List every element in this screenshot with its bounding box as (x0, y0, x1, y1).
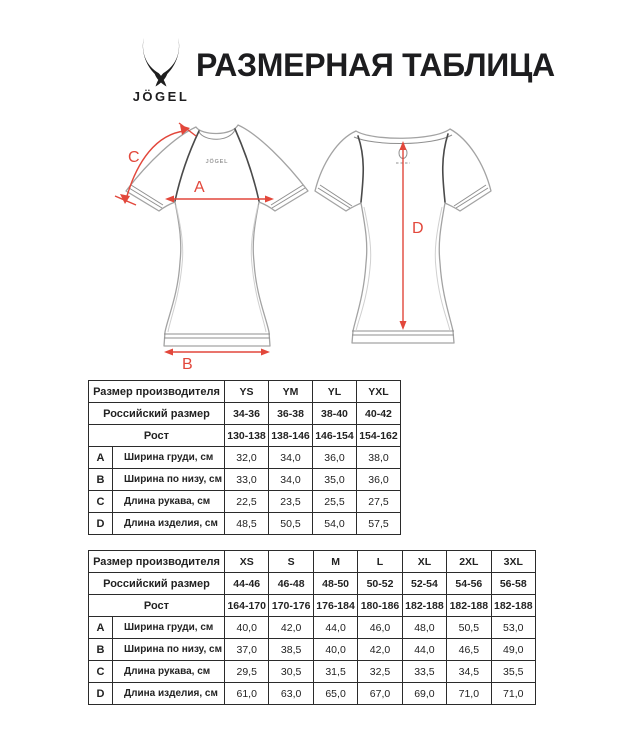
adult-size-table (88, 550, 536, 705)
measure-letter: D (89, 513, 113, 535)
header-row (89, 403, 401, 425)
measure-value: 34,5 (447, 661, 491, 683)
size-cell: 182-188 (447, 595, 491, 617)
size-cell: 36-38 (269, 403, 313, 425)
shirt-front-diagram (112, 112, 322, 374)
size-cell: 138-146 (269, 425, 313, 447)
brand-wordmark: JÖGEL (132, 89, 190, 104)
measure-value: 35,0 (312, 469, 356, 491)
measure-letter: C (89, 491, 113, 513)
size-cell: YM (269, 381, 313, 403)
row-label: Российский размер (89, 573, 225, 595)
adult-size-table-container (88, 550, 536, 705)
measure-label-b: B (182, 356, 193, 373)
measure-value: 31,5 (313, 661, 357, 683)
size-cell: 56-58 (491, 573, 535, 595)
measure-value: 44,0 (402, 639, 446, 661)
measure-letter: B (89, 639, 113, 661)
header-row (89, 595, 536, 617)
measure-value: 67,0 (358, 683, 402, 705)
size-cell: XL (402, 551, 446, 573)
measure-label-d: D (412, 220, 424, 237)
measure-label: Ширина по низу, см (113, 639, 225, 661)
measure-label: Ширина груди, см (113, 447, 225, 469)
measure-value: 33,0 (225, 469, 269, 491)
measure-label: Длина изделия, см (113, 513, 225, 535)
measure-value: 53,0 (491, 617, 535, 639)
measure-letter: A (89, 617, 113, 639)
measure-label: Длина рукава, см (113, 491, 225, 513)
shirt-front-outline (126, 125, 308, 346)
measure-value: 42,0 (358, 639, 402, 661)
size-cell: 170-176 (269, 595, 313, 617)
measure-label-c: C (128, 149, 140, 166)
size-cell: 52-54 (402, 573, 446, 595)
measure-value: 50,5 (447, 617, 491, 639)
measure-value: 35,5 (491, 661, 535, 683)
shirt-back-diagram (310, 115, 505, 355)
youth-size-table (88, 380, 401, 535)
size-cell: 154-162 (356, 425, 400, 447)
size-cell: 48-50 (313, 573, 357, 595)
measure-value: 27,5 (356, 491, 400, 513)
measure-label: Длина изделия, см (113, 683, 225, 705)
size-cell: 40-42 (356, 403, 400, 425)
measure-value: 65,0 (313, 683, 357, 705)
measure-value: 57,5 (356, 513, 400, 535)
size-cell: 44-46 (225, 573, 269, 595)
row-label: Размер производителя (89, 381, 225, 403)
measure-row (89, 639, 536, 661)
size-cell: 176-184 (313, 595, 357, 617)
measure-row (89, 469, 401, 491)
measure-value: 42,0 (269, 617, 313, 639)
measure-value: 46,0 (358, 617, 402, 639)
header-row (89, 425, 401, 447)
measure-letter: C (89, 661, 113, 683)
size-cell: M (313, 551, 357, 573)
measure-value: 49,0 (491, 639, 535, 661)
brand-logo (124, 38, 198, 104)
row-label: Рост (89, 595, 225, 617)
measure-row (89, 661, 536, 683)
size-cell: XS (225, 551, 269, 573)
measure-value: 23,5 (269, 491, 313, 513)
measure-letter: A (89, 447, 113, 469)
size-cell: YL (312, 381, 356, 403)
measure-value: 61,0 (225, 683, 269, 705)
measure-row (89, 683, 536, 705)
measure-letter: B (89, 469, 113, 491)
header-row (89, 551, 536, 573)
size-cell: 164-170 (225, 595, 269, 617)
measure-label: Длина рукава, см (113, 661, 225, 683)
size-cell: 38-40 (312, 403, 356, 425)
measure-value: 63,0 (269, 683, 313, 705)
size-cell: S (269, 551, 313, 573)
measure-value: 34,0 (269, 447, 313, 469)
measure-row (89, 617, 536, 639)
measure-letter: D (89, 683, 113, 705)
measure-value: 25,5 (312, 491, 356, 513)
measure-value: 38,5 (269, 639, 313, 661)
measure-value: 48,5 (225, 513, 269, 535)
measure-value: 22,5 (225, 491, 269, 513)
measure-value: 29,5 (225, 661, 269, 683)
measure-value: 36,0 (312, 447, 356, 469)
size-cell: 182-188 (402, 595, 446, 617)
measure-value: 50,5 (269, 513, 313, 535)
measure-value: 71,0 (491, 683, 535, 705)
measure-row (89, 447, 401, 469)
size-cell: 130-138 (225, 425, 269, 447)
youth-size-table-container (88, 380, 401, 535)
measure-value: 44,0 (313, 617, 357, 639)
size-cell: L (358, 551, 402, 573)
measure-value: 33,5 (402, 661, 446, 683)
size-cell: 2XL (447, 551, 491, 573)
measure-label-a: A (194, 179, 205, 196)
measure-row (89, 513, 401, 535)
header-row (89, 573, 536, 595)
measure-value: 40,0 (225, 617, 269, 639)
size-cell: 146-154 (312, 425, 356, 447)
measure-arrow-b (164, 349, 270, 374)
size-cell: 46-48 (269, 573, 313, 595)
size-cell: 182-188 (491, 595, 535, 617)
page-title: РАЗМЕРНАЯ ТАБЛИЦА (196, 47, 555, 83)
measure-value: 71,0 (447, 683, 491, 705)
measure-value: 37,0 (225, 639, 269, 661)
size-cell: YXL (356, 381, 400, 403)
measure-value: 34,0 (269, 469, 313, 491)
size-cell: 54-56 (447, 573, 491, 595)
measure-value: 38,0 (356, 447, 400, 469)
measure-value: 32,0 (225, 447, 269, 469)
size-cell: 180-186 (358, 595, 402, 617)
measure-value: 48,0 (402, 617, 446, 639)
size-cell: 34-36 (225, 403, 269, 425)
measure-value: 30,5 (269, 661, 313, 683)
measure-label: Ширина по низу, см (113, 469, 225, 491)
row-label: Рост (89, 425, 225, 447)
chest-logo-text: JÖGEL (205, 159, 229, 165)
measure-value: 54,0 (312, 513, 356, 535)
size-cell: 3XL (491, 551, 535, 573)
measure-value: 36,0 (356, 469, 400, 491)
measure-value: 46,5 (447, 639, 491, 661)
size-cell: 50-52 (358, 573, 402, 595)
size-cell: YS (225, 381, 269, 403)
measure-value: 40,0 (313, 639, 357, 661)
row-label: Российский размер (89, 403, 225, 425)
jogel-logo-icon (137, 38, 185, 88)
measure-label: Ширина груди, см (113, 617, 225, 639)
header-row (89, 381, 401, 403)
measure-value: 69,0 (402, 683, 446, 705)
measure-value: 32,5 (358, 661, 402, 683)
measure-row (89, 491, 401, 513)
row-label: Размер производителя (89, 551, 225, 573)
